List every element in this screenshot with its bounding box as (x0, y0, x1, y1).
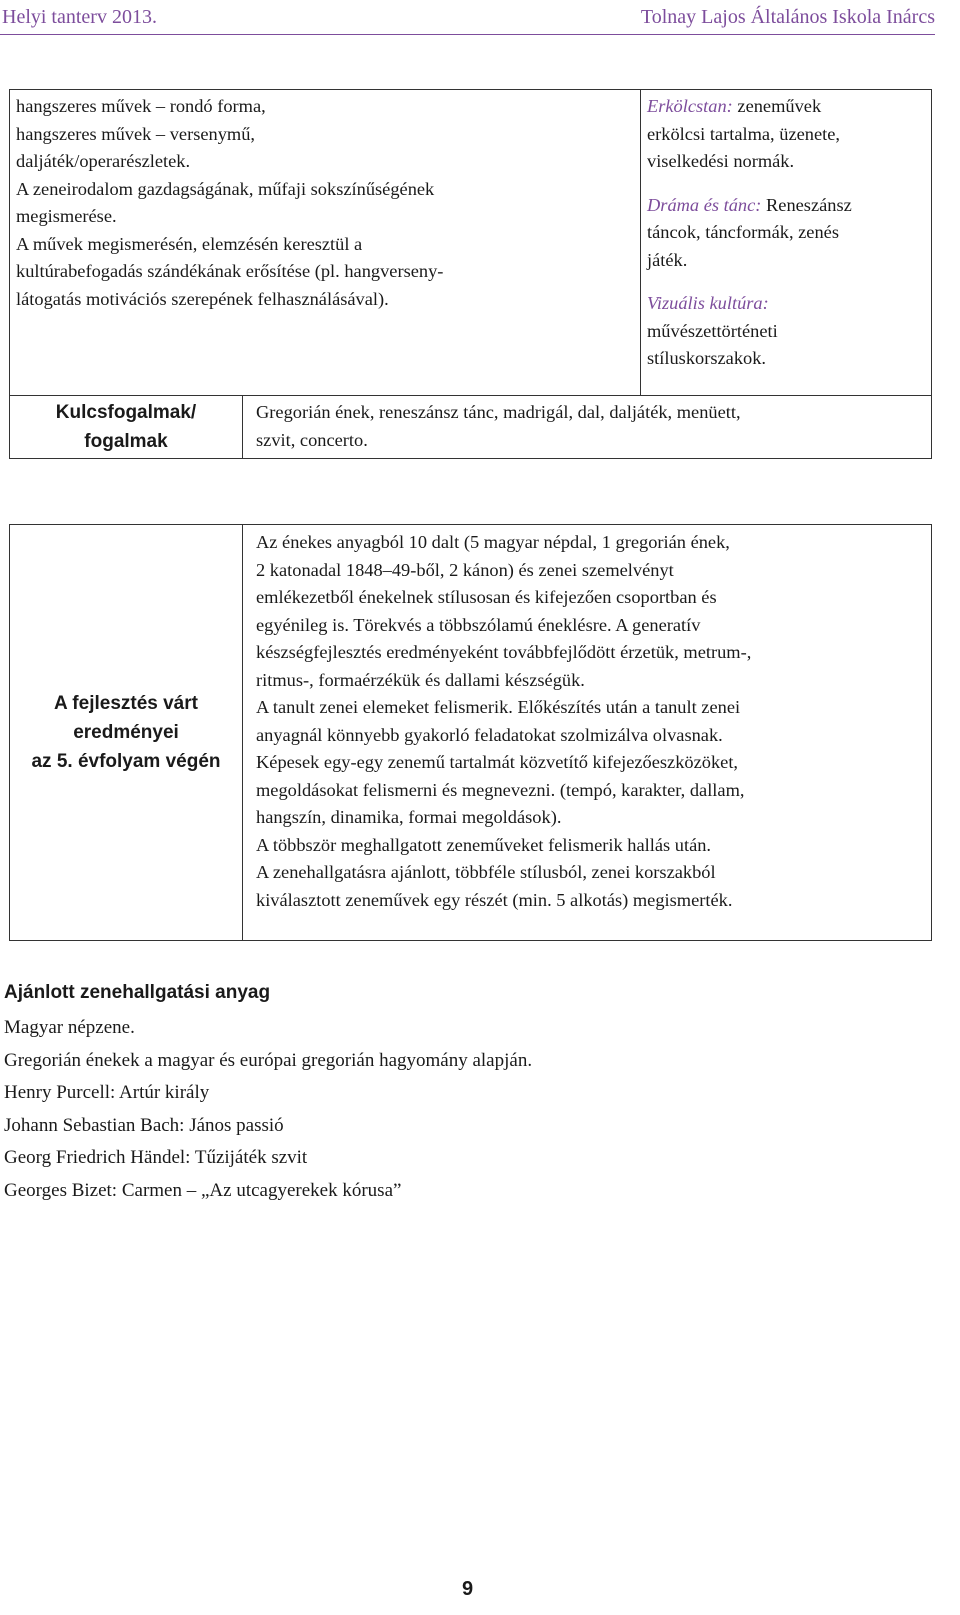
content-line: megismerése. (16, 206, 117, 226)
connection-ethics: Erkölcstan: zeneművek erkölcsi tartalma, üzenete, viselkedési normák. (647, 96, 841, 171)
list-item: Henry Purcell: Artúr király (4, 1082, 210, 1103)
list-item: Gregorián énekek a magyar és európai gregorián hagyomány alapján. (4, 1049, 533, 1071)
header-left-title: Helyi tanterv 2013. (2, 6, 157, 28)
content-line: A művek megismerésén, elemzésén keresztül a (16, 233, 363, 254)
subject-ethics: Erkölcstan: (647, 96, 733, 116)
outcomes-label-cell (10, 525, 243, 941)
list-item: Magyar népzene. (4, 1017, 135, 1038)
list-item: Georg Friedrich Händel: Tűzijáték szvit (4, 1147, 308, 1168)
subject-visual: Vizuális kultúra: (647, 293, 769, 313)
connection-drama: Dráma és tánc: Reneszánsz táncok, táncformák, zenés játék. (647, 194, 852, 270)
connection-visual: Vizuális kultúra: művészettörténeti stíluskorszakok. (647, 290, 927, 373)
content-line: hangszeres művek – versenymű, (16, 123, 256, 144)
key-concepts-label-cell (10, 396, 243, 459)
recommended-listening-list (4, 1012, 532, 1207)
list-item: Georges Bizet: Carmen – „Az utcagyerekek kórusa” (4, 1179, 402, 1201)
outcomes-label: A fejlesztés várt eredményei az 5. évfolyam végén (31, 693, 221, 772)
content-cell (10, 90, 641, 396)
content-line: kultúrabefogadás szándékának erősítése (pl. hangverseny- (16, 261, 444, 281)
header-school-name: Tolnay Lajos Általános Iskola Inárcs (640, 6, 935, 28)
connections-text (647, 93, 927, 373)
content-line: daljáték/operarészletek. (16, 151, 191, 171)
key-concepts-cell (243, 396, 932, 459)
page-number: 9 (461, 1578, 474, 1600)
curriculum-table-upper (9, 89, 932, 459)
page-header (0, 4, 935, 35)
development-outcomes-table (9, 524, 932, 941)
connections-cell (641, 90, 932, 396)
content-line: hangszeres művek – rondó forma, (16, 96, 266, 116)
content-line: A zeneirodalom gazdagságának, műfaji sokszínűségének (16, 178, 435, 199)
list-item: Johann Sebastian Bach: János passió (4, 1114, 284, 1136)
content-line: látogatás motivációs szerepének felhasználásával). (16, 288, 389, 309)
key-concepts-text: Gregorián ének, reneszánsz tánc, madrigál, dal, daljáték, menüett, szvit, concerto. (256, 402, 741, 450)
outcomes-cell (243, 525, 932, 941)
key-concepts-label: Kulcsfogalmak/ fogalmak (55, 402, 197, 452)
content-text (16, 93, 632, 313)
recommended-listening-title: Ajánlott zenehallgatási anyag (4, 982, 271, 1003)
subject-drama: Dráma és tánc: (647, 194, 762, 215)
outcomes-text: Az énekes anyagból 10 dalt (5 magyar népdal, 1 gregorián ének, 2 katonadal 1848–49-ből, 2 kánon) és zenei szemelvényt emlékezetből énekelnek stílusosan és kifejezően csoportban és egyénileg is. Törekvés a többszólamú éneklésre. A generatív készségfejlesztés eredményeként továbbfejlődött érzetük, metrum-, ritmus-, formaérzékük és dallami készségük. A tanult zenei elemeket felismerik. Előkészítés után a tanult zenei anyagnál könnyebb gyakorló feladatokat szolmizálva olvasnak. Képesek egy-egy zenemű tartalmát közvetítő kifejezőeszközöket, megoldásokat felismerni és megnevezni. (tempó, karakter, dallam, hangszín, dinamika, formai megoldások). A többször meghallgatott zeneműveket felismerik hallás után. A zenehallgatásra ajánlott, többféle stílusból, zenei korszakból kiválasztott zeneművek egy részét (min. 5 alkotás) megismerték. (256, 532, 752, 910)
